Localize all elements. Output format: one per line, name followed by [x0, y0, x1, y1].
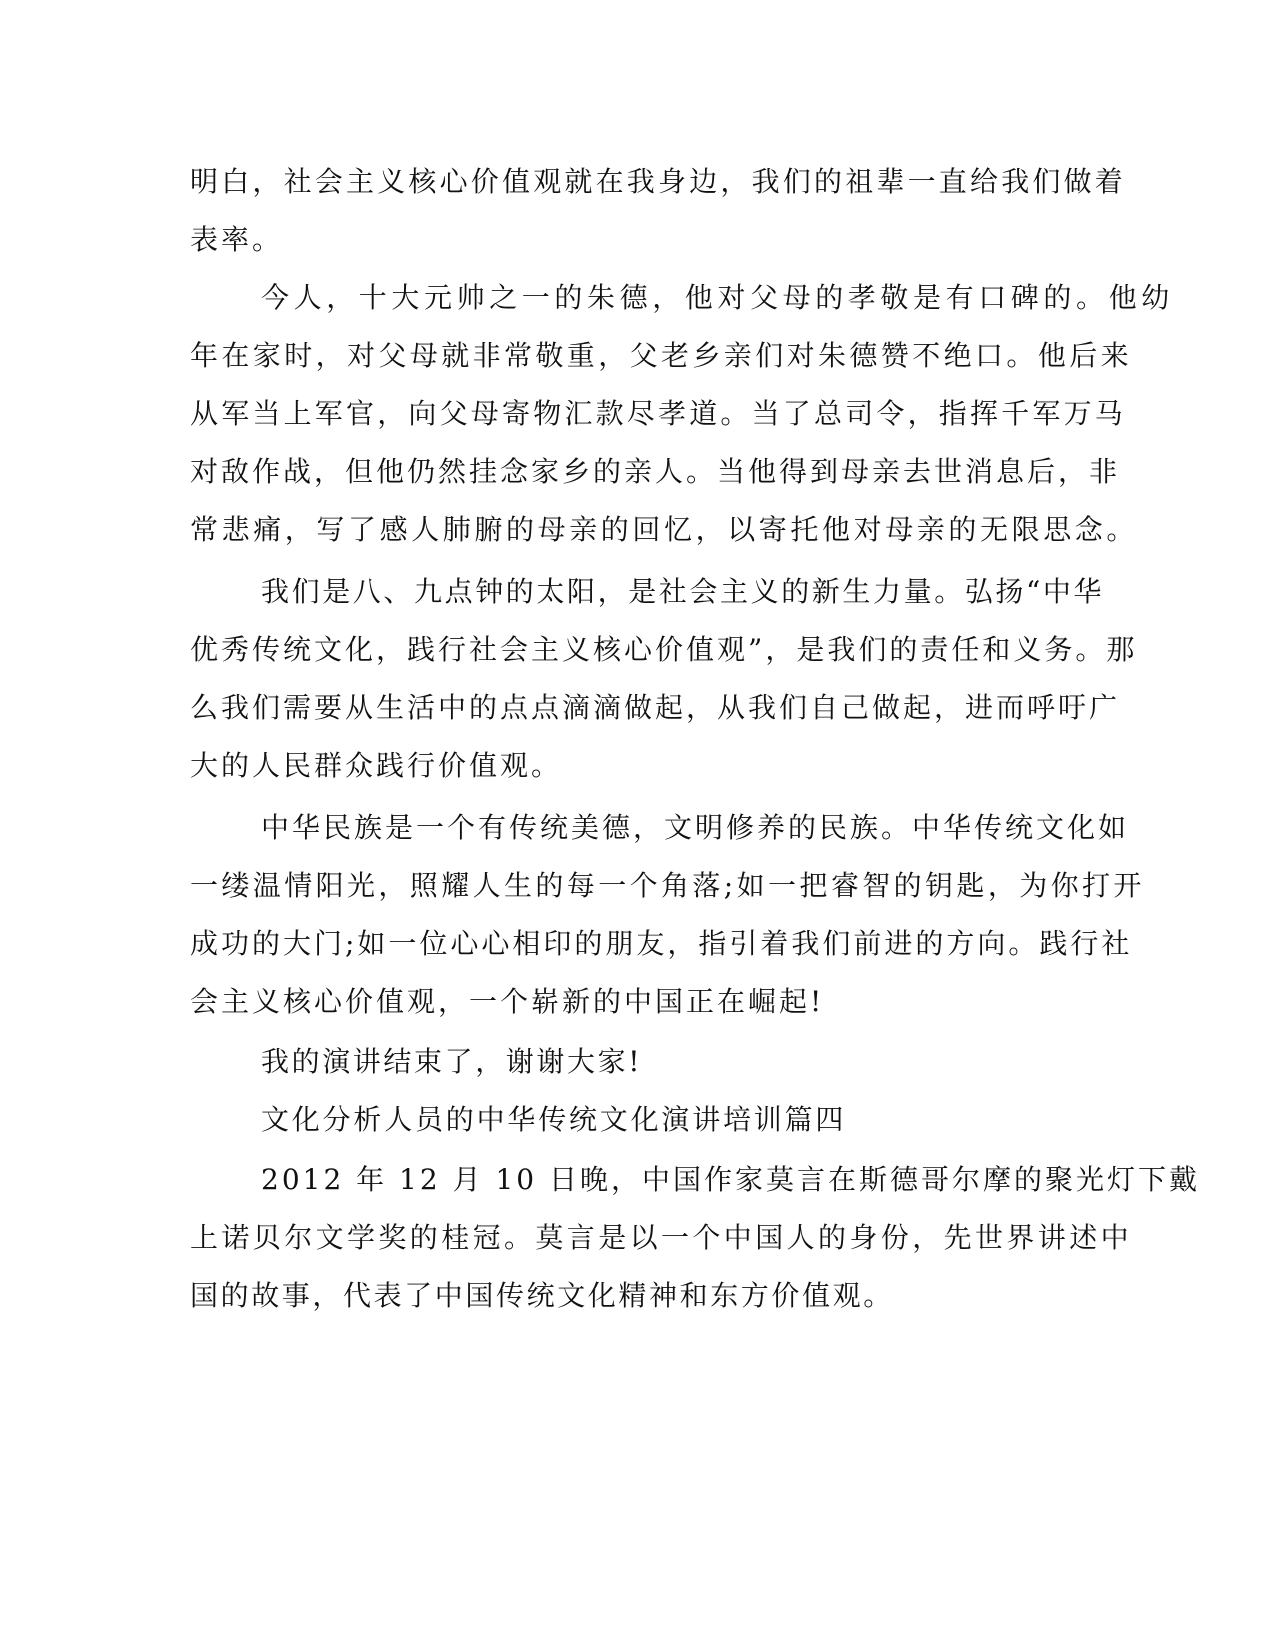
paragraph-line: 优秀传统文化，践行社会主义核心价值观”，是我们的责任和义务。那: [190, 633, 1138, 666]
paragraph-line: 明白，社会主义核心价值观就在我身边，我们的祖辈一直给我们做着: [190, 165, 1127, 198]
paragraph-line: 我的演讲结束了，谢谢大家!: [261, 1045, 643, 1078]
paragraph-line: 年在家时，对父母就非常敬重，父老乡亲们对朱德赞不绝口。他后来: [190, 339, 1133, 372]
section-heading: 文化分析人员的中华传统文化演讲培训篇四: [261, 1103, 847, 1136]
paragraph-line: 会主义核心价值观，一个崭新的中国正在崛起!: [190, 985, 825, 1018]
paragraph-line: 对敌作战，但他仍然挂念家乡的亲人。当他得到母亲去世消息后，非: [190, 455, 1121, 488]
paragraph-line: 从军当上军官，向父母寄物汇款尽孝道。当了总司令，指挥千军万马: [190, 397, 1127, 430]
paragraph-line: 上诺贝尔文学奖的桂冠。莫言是以一个中国人的身份，先世界讲述中: [190, 1221, 1133, 1254]
paragraph-line: 2012 年 12 月 10 日晚，中国作家莫言在斯德哥尔摩的聚光灯下戴: [261, 1163, 1201, 1196]
paragraph-line: 中华民族是一个有传统美德，文明修养的民族。中华传统文化如: [261, 811, 1130, 844]
paragraph-line: 国的故事，代表了中国传统文化精神和东方价值观。: [190, 1279, 894, 1312]
paragraph-line: 今人，十大元帅之一的朱德，他对父母的孝敬是有口碑的。他幼: [261, 281, 1174, 314]
paragraph-line: 表率。: [190, 223, 284, 256]
paragraph-line: 常悲痛，写了感人肺腑的母亲的回忆，以寄托他对母亲的无限思念。: [190, 513, 1139, 546]
paragraph-line: 一缕温情阳光，照耀人生的每一个角落;如一把睿智的钥匙，为你打开: [190, 869, 1145, 902]
paragraph-line: 么我们需要从生活中的点点滴滴做起，从我们自己做起，进而呼吁广: [190, 691, 1121, 724]
paragraph-line: 我们是八、九点钟的太阳，是社会主义的新生力量。弘扬“中华: [261, 575, 1105, 608]
paragraph-line: 大的人民群众践行价值观。: [190, 749, 563, 782]
paragraph-line: 成功的大门;如一位心心相印的朋友，指引着我们前进的方向。践行社: [190, 927, 1133, 960]
